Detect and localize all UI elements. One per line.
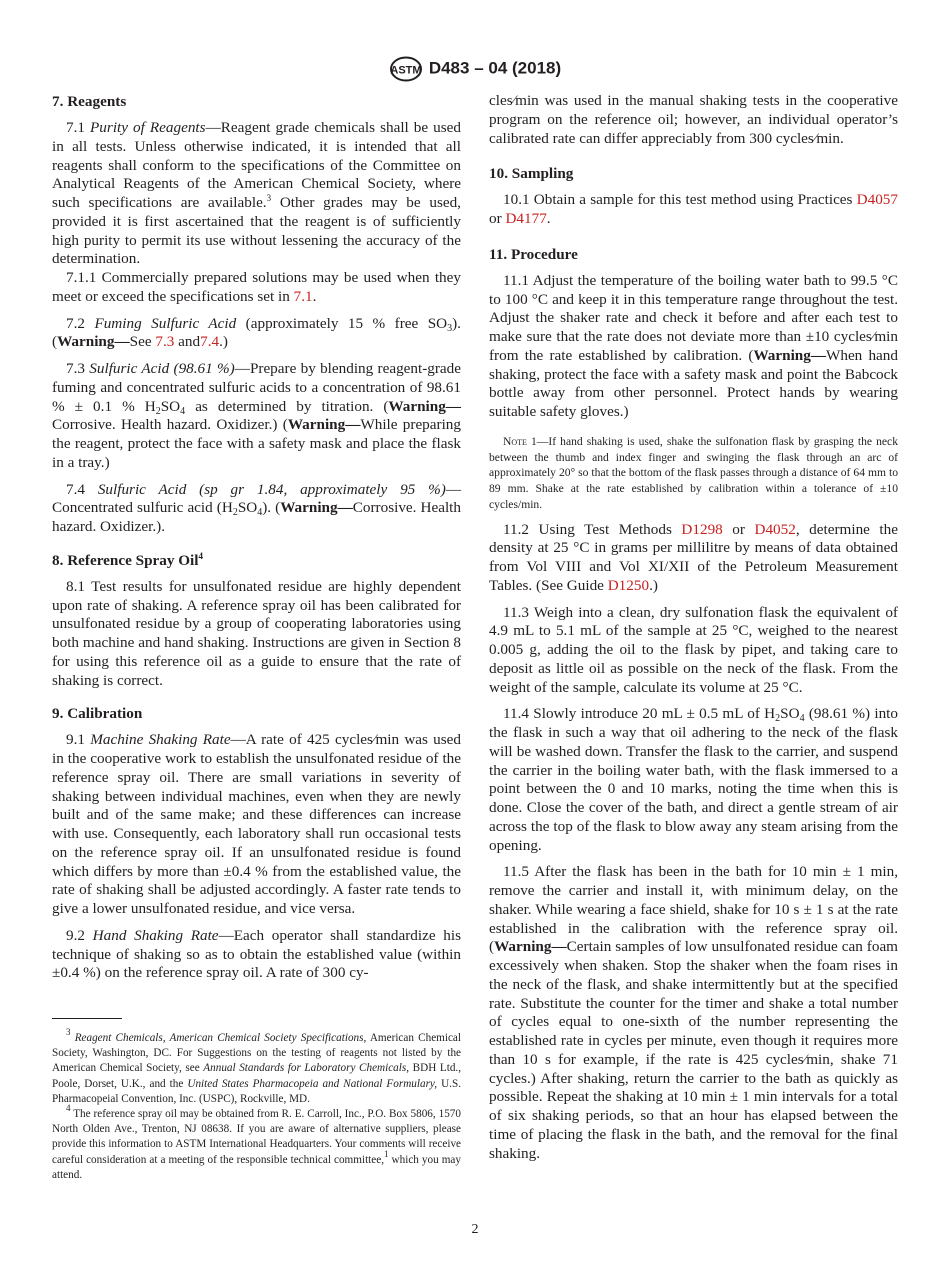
para-9-1: 9.1 Machine Shaking Rate—A rate of 425 cycles⁄min was used in the cooperative work to establish the unsulfonated residue of the reference spray oil. There are small variations in severity of shaking between individual machines, even when they are newly built and of the same make; and these differences can increase with use. Consequently, each laboratory shall run occasional tests on the reference spray oil. If an unsulfonated residue is found which differs by more than ±0.4 % from the established value, the rate of shaking shall be adjusted accordingly. A faster rate tends to give a lower unsulfonated residue, and vice versa. [52, 731, 462, 917]
para-11-5: 11.5 After the flask has been in the bath for 10 min ± 1 min, remove the carrier and install it, with minimum delay, on the shaker. While wearing a face shield, shake for 10 s ± 1 s at the rate established in the calibration with the reference spray oil. (Warning—Certain samples of low unsulfonated residue can foam excessively when shaken. Stop the shaker when the foam rises in the neck of the flask, and shake intermittently but at the specified rate. Substitute the counter for the timer and shake a total number of cycles equal to one-sixth of the number representing the established rate in cycles per minute, even though it requires more than 10 s for example, if the rate is 425 cycles⁄min, shake 71 cycles.) After shaking, return the carrier to the bath as quickly as possible. Repeat the shaking at 10 min ± 1 min intervals for a total of six shaking periods, so that an hour has elapsed between the time of placing the flask in the bath, and the removal for the final shaking. [489, 863, 898, 1162]
para-7-3: 7.3 Sulfuric Acid (98.61 %)—Prepare by blending reagent-grade fuming and concentrated sulfuric acids to a concentration of 98.61 % ± 0.1 % $H_2SO_4$ as determined by titration. (Warning—Corrosive. Health hazard. Oxidizer.) (Warning—While preparing the reagent, protect the face with a safety mask and place the flask in a tray.) [52, 360, 462, 471]
astm-logo-icon [389, 56, 423, 82]
ref-link-d4057[interactable]: D4057 [856, 191, 898, 209]
para-9-2: 9.2 Hand Shaking Rate—Each operator shall standardize his technique of shaking so as to obtain the established value (within ±0.4 %) on the reference spray oil. A rate of 300 cy- [52, 926, 462, 982]
page-number: 2 [471, 1222, 479, 1237]
para-9-2-continued: cles⁄min was used in the manual shaking tests in the cooperative program on the reference oil; however, an individual operator’s calibrated rate can differ appreciably from 300 cycles⁄min. [489, 92, 898, 147]
para-11-4: 11.4 Slowly introduce 20 mL ± 0.5 mL of $H_2SO_4$ (98.61 %) into the flask in such a way that oil adhering to the neck of the flask will be washed down. Transfer the flask to the carrier, and suspend the carrier in the boiling water bath, with the flask immersed to a point between the 0 and 10 marks, noting the time when this is done. Close the cover of the bath, and direct a gentle stream of air across the top of the flask to blow away any steam arising from the opening. [489, 705, 898, 854]
section-8-heading: 8. Reference Spray Oil$^4$ [52, 550, 203, 569]
para-7-1: 7.1 Purity of Reagents—Reagent grade chemicals shall be used in all tests. Unless otherwise indicated, it is intended that all reagents shall conform to the specifications of the Committee on Analytical Reagents of the American Chemical Society, where such specifications are available.$^3$ Other grades may be used, provided it is first ascertained that the reagent is of sufficiently high purity to permit its use without lessening the accuracy of the determination. [52, 119, 462, 268]
para-7-4: 7.4 Sulfuric Acid (sp gr 1.84, approximately 95 %)—Concentrated sulfuric acid $(H_2SO_4)$. (Warning—Corrosive. Health hazard. Oxidizer.). [52, 480, 462, 535]
ref-link-d1298[interactable]: D1298 [681, 520, 723, 538]
para-10-1: 10.1 Obtain a sample for this test method using Practices D4057 or D4177. [489, 191, 898, 227]
section-11-heading: 11. Procedure [489, 245, 578, 263]
para-11-1: 11.1 Adjust the temperature of the boiling water bath to 99.5 °C to 100 °C and keep it in this temperature range throughout the test. Adjust the shaker rate and check it before and after each test to make sure that the rate does not deviate more than ±10 cycles⁄min from the rate established by calibration. (Warning—When hand shaking, protect the face with a safety mask and point the Babcock bottle away from other personnel. Protect hands by wearing suitable safety gloves.) [489, 271, 898, 420]
para-11-3: 11.3 Weigh into a clean, dry sulfonation flask the equivalent of 4.9 mL to 5.1 mL of the sample at 25 °C, weighed to the nearest 0.005 g, adding the oil to the flask by pipet, and taking care to deposit as little oil as possible on the neck of the flask. From the weight of the sample, calculate its volume at 25 °C. [489, 603, 898, 696]
para-11-2: 11.2 Using Test Methods D1298 or D4052, determine the density at 25 °C in grams per millilitre by means of data obtained from Vol VIII and Vol XI/XII of the Petroleum Measurement Tables. (See Guide D1250.) [489, 520, 898, 594]
ref-link-7-3[interactable]: 7.3 [155, 333, 175, 351]
ref-link-d1250[interactable]: D1250 [607, 576, 650, 594]
svg-text:ASTM: ASTM [390, 64, 422, 77]
footnote-4: $^4$ The reference spray oil may be obtained from R. E. Carroll, Inc., P.O. Box 5806, 1570 North Olden Ave., Trenton, NJ 08638. If you are aware of alternative suppliers, please provide this information to ASTM International Headquarters. Your comments will receive careful consideration at a meeting of the responsible technical committee,$^1$ which you may attend. [52, 1103, 461, 1181]
left-column [52, 92, 461, 983]
footnote-divider [52, 1018, 122, 1019]
section-7-heading: 7. Reagents [52, 93, 127, 110]
note-1: Note 1—If hand shaking is used, shake the sulfonation flask by grasping the neck between the thumb and index finger and swinging the flask through an arc of approximately 20° so that the bottom of the flask passes through a distance of 64 mm to 89 mm. Shake at the rate established by calibration within a tolerance of ±10 cycles/min. [489, 434, 898, 511]
ref-link-d4052[interactable]: D4052 [754, 520, 796, 538]
section-10-heading: 10. Sampling [489, 165, 574, 183]
standard-designation: D483 – 04 (2018) [428, 58, 562, 78]
section-9-heading: 9. Calibration [52, 705, 143, 723]
right-column [489, 92, 898, 1163]
para-8-1: 8.1 Test results for unsulfonated residue are highly dependent upon rate of shaking. A reference spray oil has been calibrated for unsulfonated residue by a group of cooperating laboratories using both machine and hand shaking. Instructions are given in Section 8 for using this reference oil as a guide to ensure that the rate of shaking is correct. [52, 577, 461, 689]
ref-link-d4177[interactable]: D4177 [505, 210, 547, 227]
para-7-1-1: 7.1.1 Commercially prepared solutions may be used when they meet or exceed the specifications set in 7.1. [52, 269, 461, 305]
ref-link-7-1[interactable]: 7.1 [293, 287, 313, 305]
page-header [0, 56, 950, 82]
footnote-3: $^3$ Reagent Chemicals, American Chemical Society Specifications, American Chemical Society, Washington, DC. For Suggestions on the testing of reagents not listed by the American Chemical Society, see Annual Standards for Laboratory Chemicals, BDH Ltd., Poole, Dorset, U.K., and the United States Pharmacopeia and National Formulary, U.S. Pharmacopeial Convention, Inc. (USPC), Rockville, MD. [52, 1027, 462, 1105]
footnotes [52, 1018, 461, 1183]
para-7-2: 7.2 Fuming Sulfuric Acid (approximately 15 % free $SO_3$). (Warning—See 7.3 and7.4.) [52, 314, 461, 351]
ref-link-7-4[interactable]: 7.4 [200, 333, 220, 351]
